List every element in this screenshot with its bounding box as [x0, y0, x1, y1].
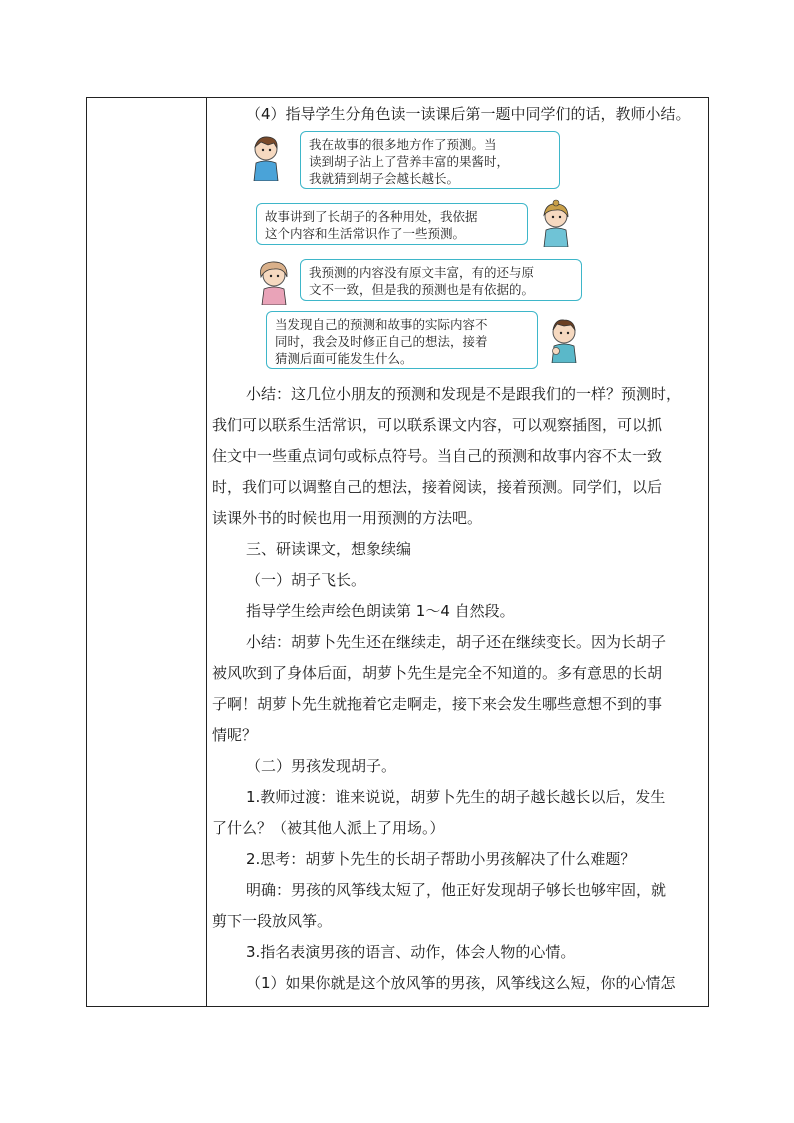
answer-line-2: 剪下一段放风筝。: [212, 912, 333, 930]
instruction-line: 指导学生绘声绘色朗读第 1～4 自然段。: [246, 602, 515, 620]
bubble-3-line-2: 文不一致，但是我的预测也是有依据的。: [309, 282, 535, 297]
dialogue-row-4: [212, 311, 704, 366]
girl-curly-avatar-icon: [252, 257, 296, 305]
dialogue-bubble-3: [300, 259, 582, 301]
bubble-1-line-3: 我就猜到胡子会越长越长。: [309, 171, 460, 186]
dialogue-row-3: [212, 259, 704, 309]
bubble-4-line-1: 当发现自己的预测和故事的实际内容不: [275, 317, 488, 332]
subsection-heading-2: （二）男孩发现胡子。: [246, 757, 397, 775]
summary-line-5: 读课外书的时候也用一用预测的方法吧。: [212, 509, 483, 527]
column-divider: [206, 97, 207, 1007]
dialogue-bubble-2: [256, 203, 528, 245]
intro-line: （4）指导学生分角色读一读课后第一题中同学们的话，教师小结。: [246, 105, 691, 123]
boy-avatar-icon: [246, 133, 290, 181]
bubble-3-line-1: 我预测的内容没有原文丰富，有的还与原: [309, 265, 535, 280]
bubble-2-line-1: 故事讲到了长胡子的各种用处，我依据: [265, 209, 478, 224]
summary2-line-4: 情呢？: [212, 726, 258, 744]
bubble-1-line-2: 读到胡子沾上了营养丰富的果酱时，: [309, 154, 510, 169]
summary-line-4: 时，我们可以调整自己的想法，接着阅读，接着预测。同学们，以后: [212, 478, 663, 496]
bubble-1-line-1: 我在故事的很多地方作了预测。当: [309, 137, 497, 152]
summary2-line-3: 子啊！胡萝卜先生就拖着它走啊走，接下来会发生哪些意想不到的事: [212, 695, 663, 713]
section-heading-3: 三、研读课文，想象续编: [246, 540, 412, 558]
question-line: （1）如果你就是这个放风筝的男孩，风筝线这么短，你的心情怎: [246, 974, 676, 992]
step1-line-1: 1.教师过渡：谁来说说，胡萝卜先生的胡子越长越长以后，发生: [246, 788, 666, 806]
thinking-boy-avatar-icon: [542, 315, 586, 363]
girl-avatar-icon: [534, 199, 578, 247]
step2-line: 2.思考：胡萝卜先生的长胡子帮助小男孩解决了什么难题？: [246, 850, 636, 868]
answer-line-1: 明确：男孩的风筝线太短了，他正好发现胡子够长也够牢固，就: [246, 881, 667, 899]
step1-line-2: 了什么？（被其他人派上了用场。）: [212, 819, 445, 837]
subsection-heading-1: （一）胡子飞长。: [246, 571, 367, 589]
bubble-4-line-2: 同时，我会及时修正自己的想法，接着: [275, 334, 488, 349]
summary2-line-1: 小结：胡萝卜先生还在继续走，胡子还在继续变长。因为长胡子: [246, 633, 667, 651]
dialogue-row-2: [212, 203, 704, 253]
summary2-line-2: 被风吹到了身体后面，胡萝卜先生是完全不知道的。多有意思的长胡: [212, 664, 663, 682]
summary-line-1: 小结：这几位小朋友的预测和发现是不是跟我们的一样？预测时，: [246, 385, 682, 403]
dialogue-bubble-1: [300, 131, 560, 189]
summary-line-2: 我们可以联系生活常识，可以联系课文内容，可以观察插图，可以抓: [212, 416, 663, 434]
bubble-2-line-2: 这个内容和生活常识作了一些预测。: [265, 226, 466, 241]
summary-line-3: 住文中一些重点词句或标点符号。当自己的预测和故事内容不太一致: [212, 447, 663, 465]
step3-line: 3.指名表演男孩的语言、动作，体会人物的心情。: [246, 943, 576, 961]
bubble-4-line-3: 猜测后面可能发生什么。: [275, 351, 413, 366]
dialogue-bubble-4: [266, 311, 538, 369]
dialogue-row-1: [212, 131, 704, 186]
